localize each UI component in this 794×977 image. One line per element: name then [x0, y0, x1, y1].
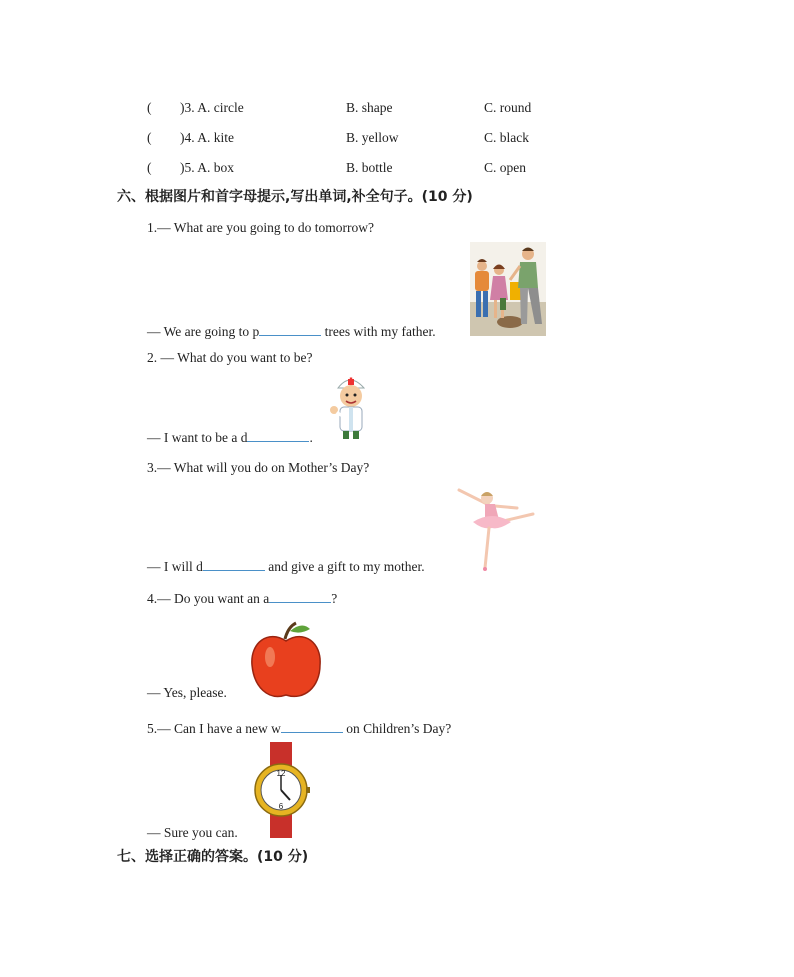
section-7-title: 七、选择正确的答案。(10 分) — [117, 849, 309, 865]
question-text: on Children’s Day? — [342, 721, 452, 736]
q5-answer: — Sure you can. — [147, 825, 238, 840]
answer-text: — We are going to p — [147, 324, 260, 339]
q1-question: 1.— What are you going to do tomorrow? — [147, 220, 374, 235]
choice-option-c: C. round — [484, 100, 532, 115]
choice-option-b: B. bottle — [346, 160, 393, 175]
choice-option-a: )3. A. circle — [180, 100, 244, 115]
q4-answer: — Yes, please. — [147, 685, 227, 700]
watch-number-12: 12 — [276, 769, 286, 778]
question-text: 5.— Can I have a new w — [147, 721, 281, 736]
watch-number-6: 6 — [278, 802, 284, 811]
q2-answer — [147, 429, 313, 446]
family-planting-trees-picture — [470, 242, 546, 336]
apple-picture — [248, 621, 324, 701]
choice-option-c: C. black — [484, 130, 529, 145]
answer-blank[interactable] — [247, 429, 309, 442]
answer-text: — I want to be a d — [147, 430, 248, 445]
choice-paren: ( — [147, 130, 152, 145]
q4-question — [147, 590, 337, 607]
answer-text: . — [309, 430, 313, 445]
answer-blank[interactable] — [259, 323, 321, 336]
ballerina-dancing-picture — [455, 484, 537, 572]
choice-option-b: B. shape — [346, 100, 393, 115]
answer-text: — I will d — [147, 559, 203, 574]
question-text: ? — [331, 591, 338, 606]
choice-option-a: )5. A. box — [180, 160, 234, 175]
q1-answer — [147, 323, 436, 340]
doctor-picture — [328, 374, 374, 444]
q3-answer — [147, 558, 425, 575]
question-text: 4.— Do you want an a — [147, 591, 270, 606]
wristwatch-picture — [252, 742, 312, 838]
q5-question — [147, 720, 451, 737]
answer-blank[interactable] — [269, 590, 331, 603]
choice-option-b: B. yellow — [346, 130, 399, 145]
answer-blank[interactable] — [281, 720, 343, 733]
choice-paren: ( — [147, 100, 152, 115]
choice-paren: ( — [147, 160, 152, 175]
q2-question: 2. — What do you want to be? — [147, 350, 313, 365]
choice-option-a: )4. A. kite — [180, 130, 234, 145]
choice-option-c: C. open — [484, 160, 526, 175]
q3-question: 3.— What will you do on Mother’s Day? — [147, 460, 370, 475]
answer-text: and give a gift to my mother. — [264, 559, 425, 574]
answer-text: trees with my father. — [321, 324, 436, 339]
answer-blank[interactable] — [203, 558, 265, 571]
section-6-title: 六、根据图片和首字母提示,写出单词,补全句子。(10 分) — [117, 189, 473, 205]
